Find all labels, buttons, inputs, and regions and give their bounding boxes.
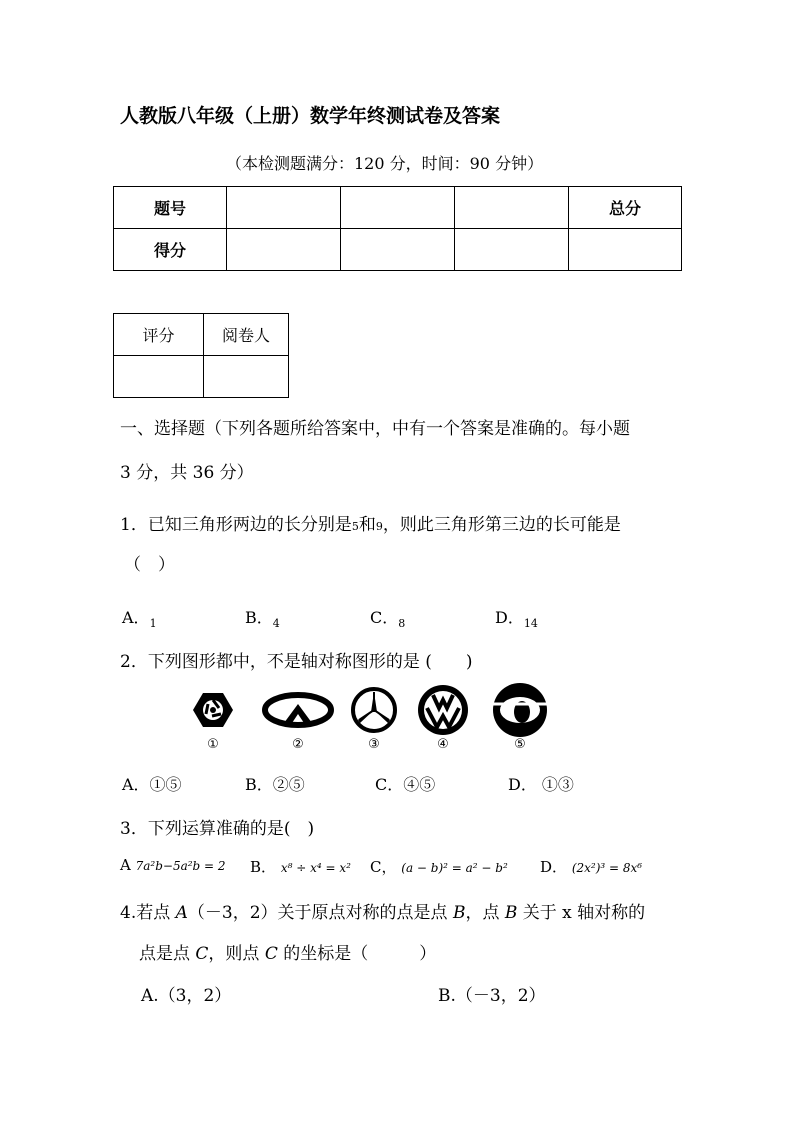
q1-option-c[interactable]: C．$_8$ (370, 608, 406, 630)
q2-option-b[interactable]: B．②⑤ (245, 775, 305, 794)
section-heading-cont: 3 分，共 36 分） (120, 463, 254, 483)
question-4-stem: 4.若点 A（－3，2）关于原点对称的点是点 B，点 B 关于 x 轴对称的 (120, 903, 646, 923)
logo-label-4: ④ (437, 737, 449, 752)
q3-option-c[interactable]: C， (a − b)² = a² − b² (370, 858, 508, 876)
exam-info: （本检测题满分：120 分，时间：90 分钟） (226, 154, 544, 173)
score-cell[interactable] (341, 187, 455, 229)
score-cell[interactable] (341, 229, 455, 271)
total-score-header: 总分 (569, 187, 682, 229)
question-1-stem (120, 510, 621, 535)
q3-option-d[interactable]: D． (2x²)³ = 8x⁶ (540, 858, 643, 876)
aperture-logo-icon (193, 693, 233, 727)
q1-text: 和 (358, 515, 376, 535)
score-row-header: 得分 (114, 229, 227, 271)
logo-label-1: ① (207, 737, 219, 752)
q4-option-a[interactable]: A.（3，2） (141, 986, 232, 1006)
page-title: 人教版八年级（上册）数学年终测试卷及答案 (120, 105, 501, 127)
table-row (114, 356, 289, 398)
q1-option-d[interactable]: D．$_{14}$ (495, 608, 538, 630)
table-row (114, 314, 289, 356)
score-cell[interactable] (227, 187, 341, 229)
score-cell[interactable] (455, 229, 569, 271)
grader-name-cell[interactable] (204, 356, 289, 398)
q1-option-b[interactable]: B．$_4$ (245, 608, 280, 630)
q1-option-a[interactable]: A．$_1$ (122, 608, 157, 630)
answer-paren: （ ） (124, 555, 175, 575)
question-2-stem: 2．下列图形都中，不是轴对称图形的是 ( ) (120, 652, 473, 672)
volkswagen-logo-icon (418, 685, 468, 735)
score-cell[interactable] (227, 229, 341, 271)
q1-num2: 9 (375, 520, 383, 533)
q1-text: 1．已知三角形两边的长分别是 (120, 515, 352, 535)
logo-label-2: ② (292, 737, 304, 752)
question-3-stem: 3．下列运算准确的是( ) (120, 819, 315, 839)
grader-score-cell[interactable] (114, 356, 204, 398)
swirl-logo-icon (493, 683, 547, 737)
score-cell[interactable] (569, 229, 682, 271)
q2-option-c[interactable]: C．④⑤ (375, 775, 436, 794)
section-heading: 一、选择题（下列各题所给答案中，中有一个答案是准确的。每小题 (120, 419, 630, 439)
q2-option-d[interactable]: D． ①③ (508, 775, 574, 794)
q1-num1: 5 (351, 520, 359, 533)
question-4-stem-cont: 点是点 C，则点 C 的坐标是（ ） (139, 944, 437, 964)
q4-option-b[interactable]: B.（－3，2） (438, 986, 546, 1006)
score-cell[interactable] (455, 187, 569, 229)
table-row (114, 187, 682, 229)
mercedes-logo-icon (353, 689, 395, 731)
grader-name-header: 阅卷人 (204, 314, 289, 356)
table-row (114, 229, 682, 271)
q3-option-b[interactable]: B． x⁸ ÷ x⁴ = x² (250, 858, 351, 876)
logo-label-3: ③ (368, 737, 380, 752)
q1-text: ，则此三角形第三边的长可能是 (382, 515, 621, 535)
infiniti-logo-icon (265, 695, 331, 725)
logo-figures (190, 680, 560, 752)
q2-option-a[interactable]: A．①⑤ (122, 775, 182, 794)
grader-score-header: 评分 (114, 314, 204, 356)
logo-row (190, 680, 560, 752)
q3-option-a[interactable]: A 7a²b−5a²b = 2 (120, 856, 226, 874)
score-table (113, 186, 682, 271)
grader-table (113, 313, 289, 398)
logo-label-5: ⑤ (514, 737, 526, 752)
question-number-header: 题号 (114, 187, 227, 229)
